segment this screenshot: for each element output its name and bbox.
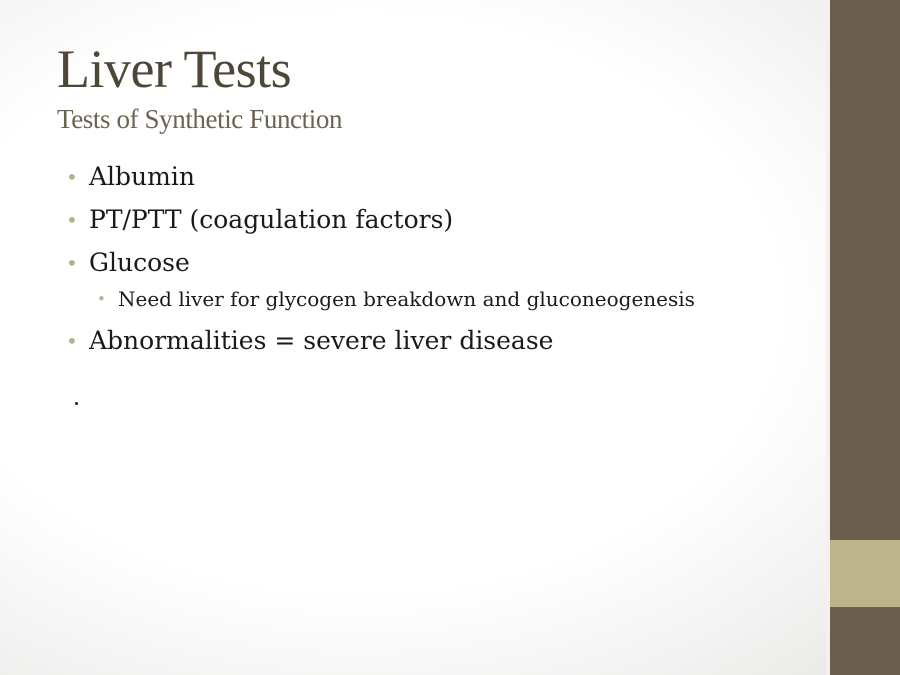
bullet-marker-icon: •: [66, 165, 78, 189]
bullet-item-abnormalities: [64, 326, 695, 356]
bullet-item-pt-ptt: [64, 205, 695, 235]
bullet-item-albumin: [64, 162, 695, 192]
bullet-list: [64, 162, 695, 369]
bullet-marker-icon: •: [66, 251, 78, 275]
bullet-marker-icon: •: [66, 208, 78, 232]
sub-bullet-item-glucose-detail: [64, 287, 695, 311]
slide-subtitle: Tests of Synthetic Function: [57, 104, 343, 134]
bullet-marker-icon: •: [66, 329, 78, 353]
bullet-text: Albumin: [89, 162, 195, 191]
bullet-text: Glucose: [89, 248, 190, 277]
stray-dot-mark: [75, 402, 78, 405]
slide-title: Liver Tests: [57, 39, 292, 99]
sub-bullet-marker-icon: •: [97, 290, 106, 308]
bullet-item-glucose: [64, 248, 695, 278]
bullet-text: Abnormalities = severe liver disease: [89, 326, 554, 355]
sub-bullet-text: Need liver for glycogen breakdown and gluconeogenesis: [118, 287, 695, 311]
decorative-accent-block: [830, 540, 900, 607]
bullet-text: PT/PTT (coagulation factors): [89, 205, 454, 234]
